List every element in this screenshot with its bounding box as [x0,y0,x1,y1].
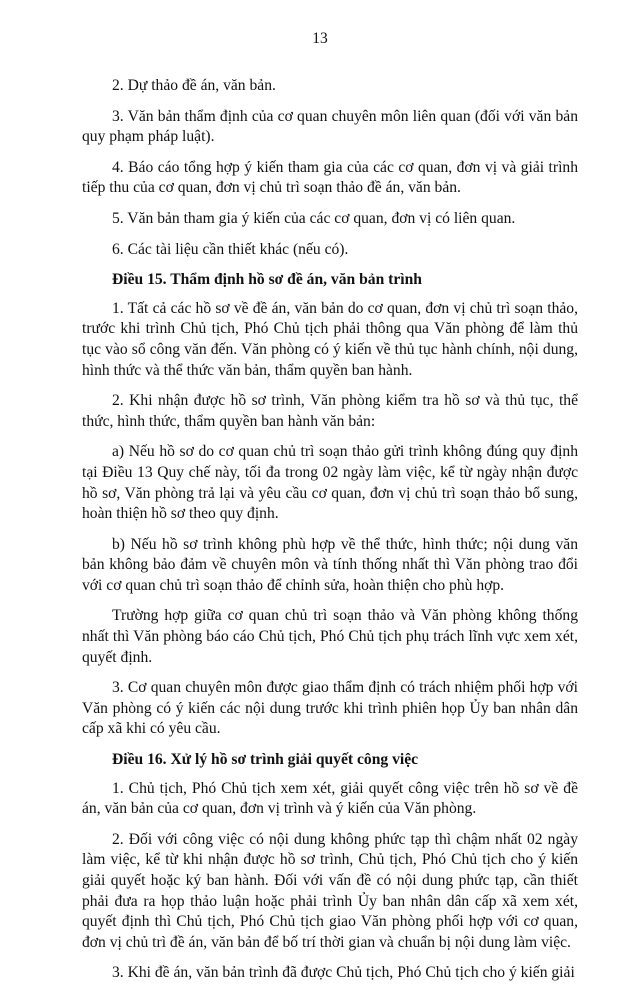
paragraph: 2. Đối với công việc có nội dung không phức tạp thì chậm nhất 02 ngày làm việc, kể từ khi nhận được hồ sơ trình, Chủ tịch, Phó Chủ tịch cho ý kiến giải quyết hoặc ký ban hành. Đối với vấn đề có nội dung phức tạp, cần thiết phải đưa ra họp thảo luận hoặc phải trình Ủy ban nhân dân cấp xã xem xét, quyết định thì Chủ tịch, Phó Chủ tịch giao Văn phòng phối hợp với cơ quan, đơn vị chủ trì đề án, văn bản để bố trí thời gian và chuẩn bị nội dung làm việc. [82,830,578,951]
paragraph: Trường hợp giữa cơ quan chủ trì soạn thảo và Văn phòng không thống nhất thì Văn phòng báo cáo Chủ tịch, Phó Chủ tịch phụ trách lĩnh vực xem xét, quyết định. [82,607,578,666]
paragraph: 5. Văn bản tham gia ý kiến của các cơ quan, đơn vị có liên quan. [112,209,516,227]
paragraph: 3. Văn bản thẩm định của cơ quan chuyên môn liên quan (đối với văn bản quy phạm pháp luật). [82,107,578,146]
paragraph: 2. Khi nhận được hồ sơ trình, Văn phòng kiểm tra hồ sơ và thủ tục, thể thức, hình thức, thẩm quyền ban hành văn bản: [82,392,578,430]
paragraph: b) Nếu hồ sơ trình không phù hợp về thể thức, hình thức; nội dung văn bản không bảo đảm về chuyên môn và tính thống nhất thì Văn phòng trao đổi với cơ quan chủ trì soạn thảo để chỉnh sửa, hoàn thiện cho phù hợp. [82,535,578,594]
article-heading: Điều 16. Xử lý hồ sơ trình giải quyết công việc [112,751,419,769]
paragraph: 2. Dự thảo đề án, văn bản. [112,77,276,94]
document-body [82,76,578,994]
paragraph: 4. Báo cáo tổng hợp ý kiến tham gia của các cơ quan, đơn vị và giải trình tiếp thu của cơ quan, đơn vị chủ trì soạn thảo đề án, văn bản. [82,158,578,197]
article-heading: Điều 15. Thẩm định hồ sơ đề án, văn bản trình [112,271,422,289]
paragraph: 1. Chủ tịch, Phó Chủ tịch xem xét, giải quyết công việc trên hồ sơ về đề án, văn bản của cơ quan, đơn vị trình và ý kiến của Văn phòng. [82,779,578,818]
paragraph: 3. Cơ quan chuyên môn được giao thẩm định có trách nhiệm phối hợp với Văn phòng có ý kiến các nội dung trước khi trình phiên họp Ủy ban nhân dân cấp xã khi có yêu cầu. [82,679,578,738]
paragraph: 6. Các tài liệu cần thiết khác (nếu có). [112,240,349,258]
paragraph: 3. Khi đề án, văn bản trình đã được Chủ tịch, Phó Chủ tịch cho ý kiến giải [112,964,575,982]
paragraph: 1. Tất cả các hồ sơ về đề án, văn bản do cơ quan, đơn vị chủ trì soạn thảo, trước khi trình Chủ tịch, Phó Chủ tịch phải thông qua Văn phòng để làm thủ tục vào sổ công văn đến. Văn phòng có ý kiến về thủ tục hành chính, nội dung, hình thức và thể thức văn bản, thẩm quyền ban hành. [82,299,578,379]
page-number: 13 [312,30,328,47]
paragraph: a) Nếu hồ sơ do cơ quan chủ trì soạn thảo gửi trình không đúng quy định tại Điều 13 Quy chế này, tối đa trong 02 ngày làm việc, kể từ ngày nhận được hồ sơ, Văn phòng trả lại và yêu cầu cơ quan, đơn vị chủ trì soạn thảo bổ sung, hoàn thiện hồ sơ theo quy định. [82,443,578,523]
